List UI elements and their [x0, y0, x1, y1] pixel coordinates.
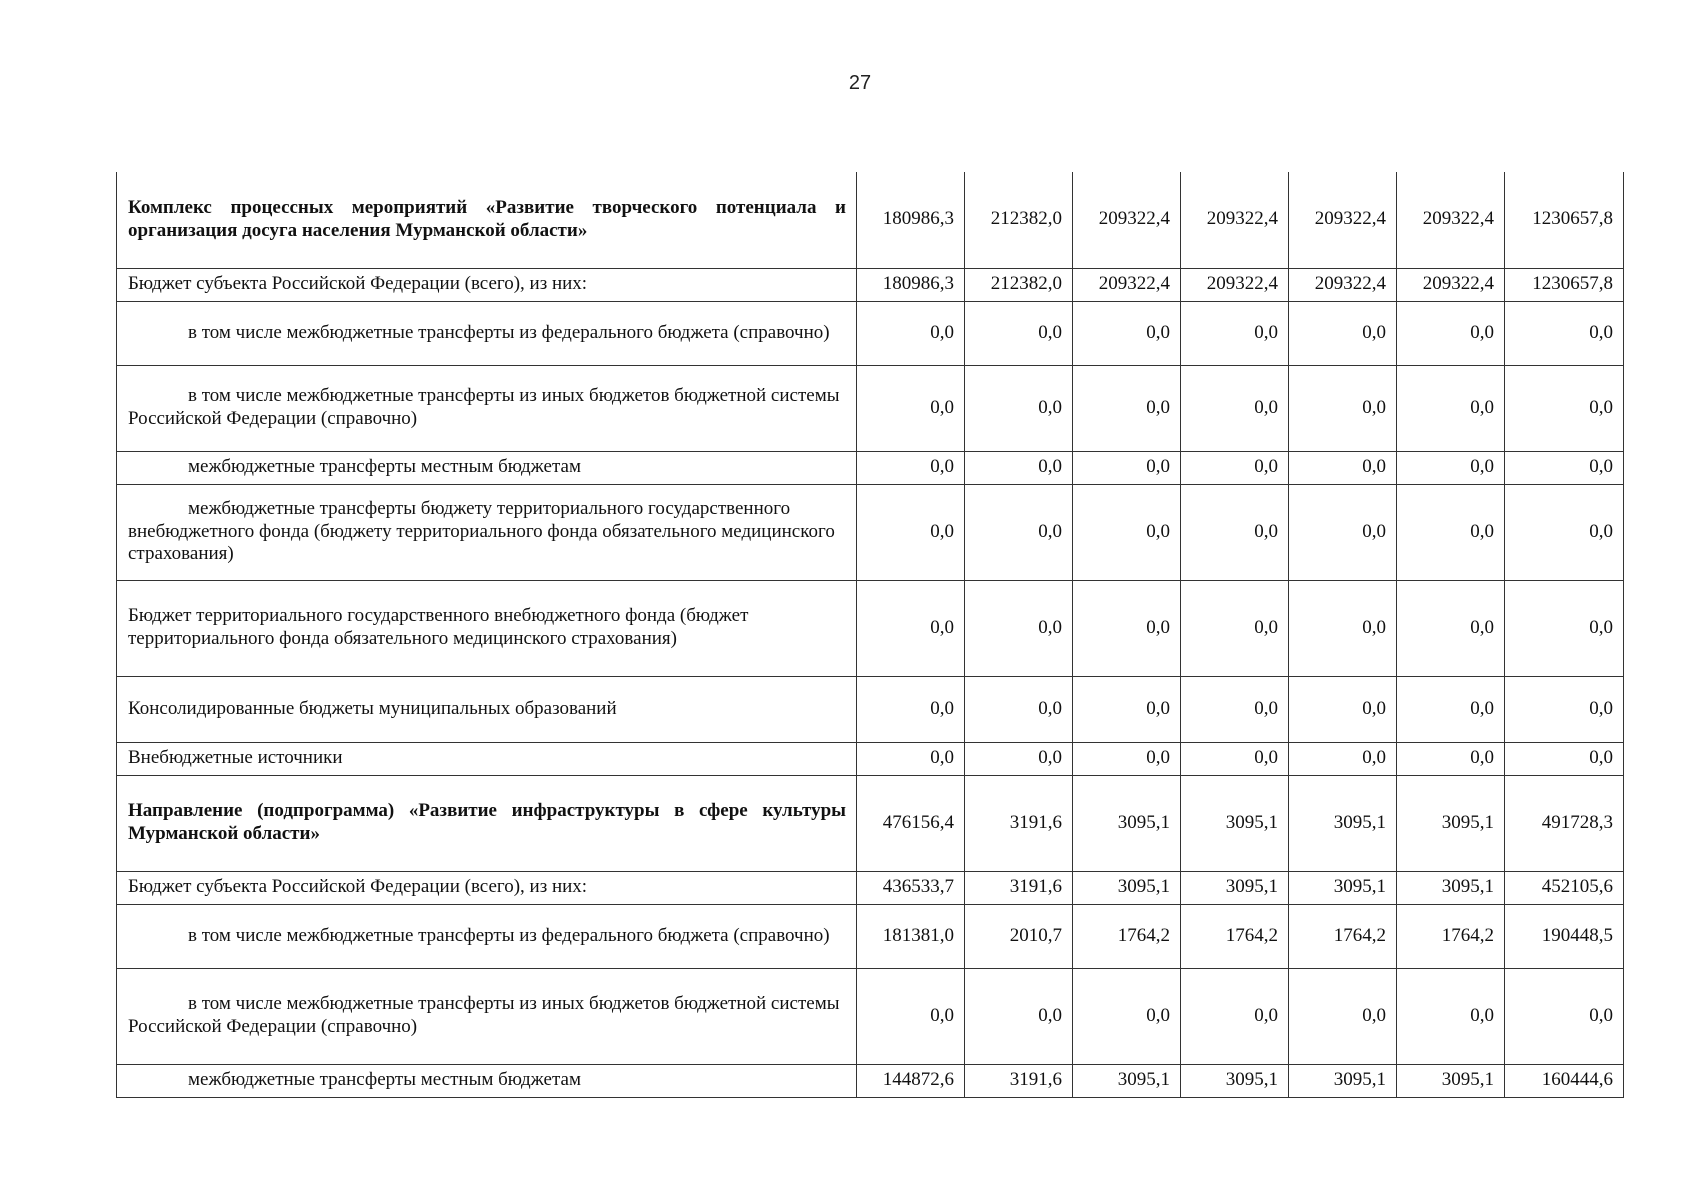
total-value-cell: 0,0 — [1505, 968, 1624, 1064]
value-cell: 3095,1 — [1289, 871, 1397, 904]
value-cell: 0,0 — [1073, 968, 1181, 1064]
value-cell: 0,0 — [965, 580, 1073, 676]
total-value-cell: 1230657,8 — [1505, 268, 1624, 301]
value-cell: 144872,6 — [857, 1064, 965, 1097]
total-value-cell: 0,0 — [1505, 365, 1624, 451]
value-cell: 0,0 — [965, 484, 1073, 580]
total-value-cell: 0,0 — [1505, 301, 1624, 365]
page-number: 27 — [848, 72, 872, 94]
row-label-cell: Внебюджетные источники — [117, 742, 857, 775]
value-cell: 476156,4 — [857, 775, 965, 871]
value-cell: 0,0 — [1397, 968, 1505, 1064]
value-cell: 0,0 — [857, 451, 965, 484]
value-cell: 0,0 — [1397, 365, 1505, 451]
value-cell: 0,0 — [965, 676, 1073, 742]
value-cell: 3191,6 — [965, 775, 1073, 871]
row-label-cell: в том числе межбюджетные трансферты из иных бюджетов бюджетной системы Российской Федерации (справочно) — [117, 968, 857, 1064]
value-cell: 0,0 — [1181, 451, 1289, 484]
value-cell: 0,0 — [965, 301, 1073, 365]
value-cell: 0,0 — [965, 968, 1073, 1064]
row-label-cell: Бюджет территориального государственного внебюджетного фонда (бюджет территориального фонда обязательного медицинского страхования) — [117, 580, 857, 676]
total-value-cell: 0,0 — [1505, 676, 1624, 742]
value-cell: 0,0 — [1397, 451, 1505, 484]
value-cell: 0,0 — [1289, 301, 1397, 365]
value-cell: 0,0 — [1397, 301, 1505, 365]
total-value-cell: 0,0 — [1505, 580, 1624, 676]
row-label-cell: в том числе межбюджетные трансферты из иных бюджетов бюджетной системы Российской Федерации (справочно) — [117, 365, 857, 451]
value-cell: 0,0 — [1397, 676, 1505, 742]
row-label-cell: в том числе межбюджетные трансферты из федерального бюджета (справочно) — [117, 904, 857, 968]
value-cell: 212382,0 — [965, 172, 1073, 268]
row-label-cell: Бюджет субъекта Российской Федерации (всего), из них: — [117, 871, 857, 904]
total-value-cell: 160444,6 — [1505, 1064, 1624, 1097]
value-cell: 209322,4 — [1181, 268, 1289, 301]
value-cell: 180986,3 — [857, 172, 965, 268]
row-label-cell: межбюджетные трансферты местным бюджетам — [117, 1064, 857, 1097]
value-cell: 0,0 — [1289, 676, 1397, 742]
value-cell: 0,0 — [1181, 580, 1289, 676]
total-value-cell: 0,0 — [1505, 451, 1624, 484]
value-cell: 0,0 — [1289, 742, 1397, 775]
value-cell: 0,0 — [965, 451, 1073, 484]
value-cell: 0,0 — [1073, 484, 1181, 580]
value-cell: 209322,4 — [1181, 172, 1289, 268]
table-row — [117, 484, 1624, 580]
value-cell: 181381,0 — [857, 904, 965, 968]
value-cell: 0,0 — [1181, 365, 1289, 451]
value-cell: 0,0 — [1181, 742, 1289, 775]
value-cell: 180986,3 — [857, 268, 965, 301]
table-row — [117, 742, 1624, 775]
table-row — [117, 580, 1624, 676]
value-cell: 0,0 — [857, 365, 965, 451]
section-heading-cell: Направление (подпрограмма) «Развитие инфраструктуры в сфере культуры Мурманской области» — [117, 775, 857, 871]
table-row — [117, 968, 1624, 1064]
value-cell: 209322,4 — [1289, 172, 1397, 268]
value-cell: 0,0 — [1289, 451, 1397, 484]
table-row — [117, 1064, 1624, 1097]
row-label-cell: межбюджетные трансферты бюджету территориального государственного внебюджетного фонда (бюджету территориального фонда обязательного медицинского страхования) — [117, 484, 857, 580]
value-cell: 0,0 — [1181, 484, 1289, 580]
value-cell: 0,0 — [1289, 484, 1397, 580]
table-row — [117, 451, 1624, 484]
table-row — [117, 365, 1624, 451]
value-cell: 0,0 — [1181, 301, 1289, 365]
table-row — [117, 268, 1624, 301]
value-cell: 0,0 — [1073, 676, 1181, 742]
total-value-cell: 452105,6 — [1505, 871, 1624, 904]
value-cell: 3095,1 — [1397, 1064, 1505, 1097]
value-cell: 209322,4 — [1073, 268, 1181, 301]
value-cell: 3095,1 — [1289, 775, 1397, 871]
value-cell: 0,0 — [857, 742, 965, 775]
total-value-cell: 1230657,8 — [1505, 172, 1624, 268]
row-label-cell: Бюджет субъекта Российской Федерации (всего), из них: — [117, 268, 857, 301]
value-cell: 1764,2 — [1181, 904, 1289, 968]
value-cell: 209322,4 — [1397, 268, 1505, 301]
row-label-cell: в том числе межбюджетные трансферты из федерального бюджета (справочно) — [117, 301, 857, 365]
table-row — [117, 904, 1624, 968]
value-cell: 0,0 — [857, 968, 965, 1064]
table-row — [117, 301, 1624, 365]
value-cell: 0,0 — [857, 484, 965, 580]
value-cell: 3191,6 — [965, 871, 1073, 904]
value-cell: 0,0 — [857, 301, 965, 365]
value-cell: 0,0 — [1289, 365, 1397, 451]
value-cell: 3095,1 — [1397, 775, 1505, 871]
table-row — [117, 775, 1624, 871]
value-cell: 2010,7 — [965, 904, 1073, 968]
value-cell: 0,0 — [1073, 451, 1181, 484]
total-value-cell: 0,0 — [1505, 742, 1624, 775]
value-cell: 3095,1 — [1289, 1064, 1397, 1097]
value-cell: 3191,6 — [965, 1064, 1073, 1097]
row-label-cell: Консолидированные бюджеты муниципальных образований — [117, 676, 857, 742]
value-cell: 436533,7 — [857, 871, 965, 904]
value-cell: 1764,2 — [1073, 904, 1181, 968]
table-row — [117, 871, 1624, 904]
table-row — [117, 676, 1624, 742]
table-body — [117, 172, 1624, 1097]
value-cell: 0,0 — [1397, 742, 1505, 775]
value-cell: 212382,0 — [965, 268, 1073, 301]
section-heading-cell: Комплекс процессных мероприятий «Развитие творческого потенциала и организация досуга населения Мурманской области» — [117, 172, 857, 268]
value-cell: 0,0 — [1073, 580, 1181, 676]
value-cell: 3095,1 — [1181, 775, 1289, 871]
value-cell: 0,0 — [1289, 580, 1397, 676]
value-cell: 0,0 — [965, 365, 1073, 451]
budget-table — [116, 172, 1624, 1098]
value-cell: 0,0 — [1073, 301, 1181, 365]
value-cell: 209322,4 — [1073, 172, 1181, 268]
table-row — [117, 172, 1624, 268]
value-cell: 3095,1 — [1181, 1064, 1289, 1097]
value-cell: 3095,1 — [1397, 871, 1505, 904]
total-value-cell: 491728,3 — [1505, 775, 1624, 871]
value-cell: 0,0 — [1073, 365, 1181, 451]
value-cell: 0,0 — [1181, 676, 1289, 742]
value-cell: 0,0 — [857, 676, 965, 742]
value-cell: 0,0 — [1181, 968, 1289, 1064]
value-cell: 0,0 — [965, 742, 1073, 775]
value-cell: 3095,1 — [1181, 871, 1289, 904]
value-cell: 209322,4 — [1289, 268, 1397, 301]
value-cell: 3095,1 — [1073, 1064, 1181, 1097]
value-cell: 0,0 — [1397, 580, 1505, 676]
value-cell: 1764,2 — [1397, 904, 1505, 968]
value-cell: 3095,1 — [1073, 871, 1181, 904]
row-label-cell: межбюджетные трансферты местным бюджетам — [117, 451, 857, 484]
value-cell: 209322,4 — [1397, 172, 1505, 268]
total-value-cell: 190448,5 — [1505, 904, 1624, 968]
total-value-cell: 0,0 — [1505, 484, 1624, 580]
value-cell: 0,0 — [1073, 742, 1181, 775]
value-cell: 0,0 — [857, 580, 965, 676]
value-cell: 0,0 — [1397, 484, 1505, 580]
value-cell: 0,0 — [1289, 968, 1397, 1064]
value-cell: 3095,1 — [1073, 775, 1181, 871]
value-cell: 1764,2 — [1289, 904, 1397, 968]
